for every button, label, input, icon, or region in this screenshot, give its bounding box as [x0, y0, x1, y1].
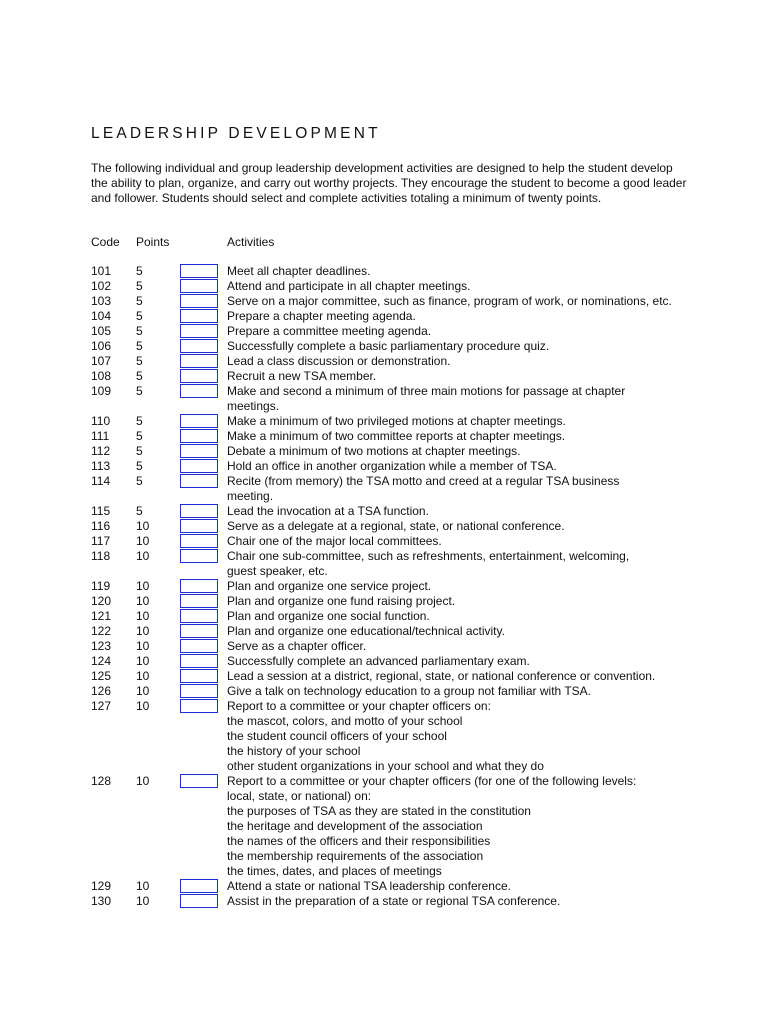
activity-description: [227, 519, 697, 534]
activity-code: 115: [91, 504, 111, 518]
activity-code: 111: [91, 429, 110, 443]
table-row: [0, 669, 770, 684]
activity-description: [227, 324, 697, 339]
table-row: [0, 279, 770, 294]
table-row: [0, 534, 770, 549]
activity-line: Recruit a new TSA member.: [227, 369, 377, 383]
activity-code: 122: [91, 624, 112, 638]
activity-points: 5: [136, 414, 143, 428]
table-row: [0, 414, 770, 429]
table-row: [0, 354, 770, 369]
activity-checkbox[interactable]: [180, 474, 218, 488]
activity-points: 5: [136, 384, 143, 398]
header-points: Points: [136, 235, 170, 249]
table-row: [0, 624, 770, 639]
activity-points: 5: [136, 339, 143, 353]
activity-points: 10: [136, 609, 150, 623]
activity-checkbox[interactable]: [180, 309, 218, 323]
activity-description: [227, 549, 697, 579]
activity-description: [227, 474, 697, 504]
activity-points: 10: [136, 654, 150, 668]
activity-points: 10: [136, 549, 150, 563]
activity-checkbox[interactable]: [180, 279, 218, 293]
activity-checkbox[interactable]: [180, 609, 218, 623]
activity-points: 5: [136, 264, 143, 278]
activity-code: 121: [91, 609, 112, 623]
activity-line: Attend a state or national TSA leadership conference.: [227, 879, 511, 893]
activity-line: other student organizations in your school and what they do: [227, 759, 544, 773]
activity-checkbox[interactable]: [180, 414, 218, 428]
activity-line: Assist in the preparation of a state or regional TSA conference.: [227, 894, 561, 908]
activity-points: 10: [136, 894, 150, 908]
activity-code: 101: [91, 264, 112, 278]
activity-description: [227, 384, 697, 414]
table-row: [0, 519, 770, 534]
activity-line: Serve on a major committee, such as finance, program of work, or nominations, etc.: [227, 294, 672, 308]
activity-points: 10: [136, 774, 150, 788]
activity-points: 10: [136, 699, 150, 713]
table-row: [0, 384, 770, 414]
activity-line: Prepare a committee meeting agenda.: [227, 324, 432, 338]
activity-code: 127: [91, 699, 112, 713]
activity-description: [227, 774, 697, 879]
table-row: [0, 504, 770, 519]
table-row: [0, 474, 770, 504]
table-row: [0, 894, 770, 909]
activity-points: 5: [136, 354, 143, 368]
activity-code: 109: [91, 384, 112, 398]
activity-line: the heritage and development of the association: [227, 819, 483, 833]
activity-points: 5: [136, 294, 143, 308]
header-code: Code: [91, 235, 120, 249]
activity-line: Prepare a chapter meeting agenda.: [227, 309, 416, 323]
table-row: [0, 549, 770, 579]
activity-line: Lead the invocation at a TSA function.: [227, 504, 429, 518]
activity-points: 5: [136, 324, 143, 338]
activity-checkbox[interactable]: [180, 579, 218, 593]
activity-line: Make a minimum of two committee reports at chapter meetings.: [227, 429, 566, 443]
activity-line: Attend and participate in all chapter meetings.: [227, 279, 471, 293]
activity-checkbox[interactable]: [180, 654, 218, 668]
table-row: [0, 324, 770, 339]
activity-description: [227, 309, 697, 324]
activity-code: 102: [91, 279, 112, 293]
activity-points: 10: [136, 669, 150, 683]
activity-code: 128: [91, 774, 112, 788]
activity-line: Hold an office in another organization while a member of TSA.: [227, 459, 557, 473]
activity-line: Meet all chapter deadlines.: [227, 264, 371, 278]
table-row: [0, 309, 770, 324]
activity-description: [227, 279, 697, 294]
activity-code: 126: [91, 684, 112, 698]
table-row: [0, 639, 770, 654]
header-activities: Activities: [227, 235, 275, 249]
activity-points: 5: [136, 309, 143, 323]
table-row: [0, 684, 770, 699]
activity-code: 124: [91, 654, 112, 668]
activity-line: local, state, or national) on:: [227, 789, 372, 803]
activity-description: [227, 624, 697, 639]
activity-checkbox[interactable]: [180, 429, 218, 443]
activity-description: [227, 699, 697, 774]
table-row: [0, 264, 770, 279]
activity-line: Successfully complete a basic parliamentary procedure quiz.: [227, 339, 550, 353]
activity-points: 10: [136, 519, 150, 533]
activity-checkbox[interactable]: [180, 444, 218, 458]
activity-checkbox[interactable]: [180, 459, 218, 473]
activity-checkbox[interactable]: [180, 669, 218, 683]
activity-line: Report to a committee or your chapter officers (for one of the following levels:: [227, 774, 637, 788]
activity-description: [227, 654, 697, 669]
activity-code: 116: [91, 519, 111, 533]
activity-line: Serve as a delegate at a regional, state, or national conference.: [227, 519, 565, 533]
activities-table: [0, 264, 770, 909]
page-title: LEADERSHIP DEVELOPMENT: [91, 125, 381, 142]
table-row: [0, 579, 770, 594]
activity-code: 106: [91, 339, 112, 353]
table-row: [0, 339, 770, 354]
activity-points: 5: [136, 504, 143, 518]
activity-checkbox[interactable]: [180, 534, 218, 548]
activity-description: [227, 354, 697, 369]
activity-checkbox[interactable]: [180, 294, 218, 308]
activity-description: [227, 444, 697, 459]
activity-description: [227, 339, 697, 354]
activity-points: 5: [136, 429, 143, 443]
activity-checkbox[interactable]: [180, 354, 218, 368]
activity-line: Plan and organize one fund raising project.: [227, 594, 456, 608]
activity-checkbox[interactable]: [180, 774, 218, 788]
activity-line: Debate a minimum of two motions at chapter meetings.: [227, 444, 521, 458]
activity-code: 118: [91, 549, 111, 563]
activity-points: 10: [136, 534, 150, 548]
activity-description: [227, 429, 697, 444]
activity-checkbox[interactable]: [180, 369, 218, 383]
table-row: [0, 774, 770, 879]
activity-line: Serve as a chapter officer.: [227, 639, 367, 653]
activity-points: 10: [136, 639, 150, 653]
table-row: [0, 699, 770, 774]
activity-line: Chair one sub-committee, such as refreshments, entertainment, welcoming,: [227, 549, 630, 563]
table-row: [0, 609, 770, 624]
table-row: [0, 654, 770, 669]
activity-checkbox[interactable]: [180, 894, 218, 908]
activity-description: [227, 579, 697, 594]
activity-points: 10: [136, 684, 150, 698]
activity-line: Give a talk on technology education to a group not familiar with TSA.: [227, 684, 591, 698]
activity-description: [227, 639, 697, 654]
activity-line: meeting.: [227, 489, 274, 503]
activity-line: the purposes of TSA as they are stated in the constitution: [227, 804, 531, 818]
activity-line: meetings.: [227, 399, 280, 413]
activity-checkbox[interactable]: [180, 699, 218, 713]
activity-points: 10: [136, 624, 150, 638]
activity-checkbox[interactable]: [180, 324, 218, 338]
activity-description: [227, 369, 697, 384]
activity-line: the student council officers of your school: [227, 729, 447, 743]
activity-description: [227, 609, 697, 624]
activity-code: 119: [91, 579, 111, 593]
activity-line: Plan and organize one service project.: [227, 579, 432, 593]
activity-line: guest speaker, etc.: [227, 564, 328, 578]
intro-paragraph: The following individual and group leadership development activities are designed to help the student develop the ability to plan, organize, and carry out worthy projects. They encourage the student to become a good leader and follower. Students should select and complete activities totaling a minimum of twenty points.: [91, 161, 687, 205]
activity-code: 114: [91, 474, 111, 488]
activity-points: 5: [136, 279, 143, 293]
activity-code: 105: [91, 324, 112, 338]
activity-checkbox[interactable]: [180, 504, 218, 518]
table-row: [0, 294, 770, 309]
activity-line: the membership requirements of the association: [227, 849, 484, 863]
activity-description: [227, 534, 697, 549]
activity-description: [227, 414, 697, 429]
activity-line: Make and second a minimum of three main motions for passage at chapter: [227, 384, 626, 398]
activity-points: 5: [136, 369, 143, 383]
table-row: [0, 459, 770, 474]
activity-code: 120: [91, 594, 112, 608]
activity-code: 113: [91, 459, 111, 473]
activity-checkbox[interactable]: [180, 684, 218, 698]
activity-description: [227, 594, 697, 609]
activity-code: 129: [91, 879, 112, 893]
activity-checkbox[interactable]: [180, 879, 218, 893]
activity-line: the names of the officers and their responsibilities: [227, 834, 491, 848]
activity-code: 117: [91, 534, 111, 548]
activity-description: [227, 894, 697, 909]
activity-line: the times, dates, and places of meetings: [227, 864, 442, 878]
activity-points: 10: [136, 879, 150, 893]
activity-line: Successfully complete an advanced parliamentary exam.: [227, 654, 530, 668]
activity-code: 123: [91, 639, 112, 653]
activity-line: the history of your school: [227, 744, 361, 758]
activity-line: Plan and organize one social function.: [227, 609, 430, 623]
activity-line: Recite (from memory) the TSA motto and creed at a regular TSA business: [227, 474, 620, 488]
activity-line: Make a minimum of two privileged motions at chapter meetings.: [227, 414, 566, 428]
activity-checkbox[interactable]: [180, 339, 218, 353]
activity-checkbox[interactable]: [180, 549, 218, 563]
activity-checkbox[interactable]: [180, 639, 218, 653]
activity-description: [227, 504, 697, 519]
activity-code: 107: [91, 354, 112, 368]
activity-checkbox[interactable]: [180, 594, 218, 608]
activity-points: 5: [136, 474, 143, 488]
activity-points: 10: [136, 594, 150, 608]
activity-code: 112: [91, 444, 111, 458]
activity-code: 104: [91, 309, 112, 323]
table-row: [0, 879, 770, 894]
activity-points: 10: [136, 579, 150, 593]
activity-code: 108: [91, 369, 112, 383]
table-row: [0, 444, 770, 459]
activity-checkbox[interactable]: [180, 384, 218, 398]
activity-description: [227, 669, 697, 684]
activity-checkbox[interactable]: [180, 519, 218, 533]
activity-points: 5: [136, 444, 143, 458]
activity-description: [227, 879, 697, 894]
activity-description: [227, 294, 697, 309]
activity-code: 103: [91, 294, 112, 308]
activity-line: the mascot, colors, and motto of your school: [227, 714, 463, 728]
activity-line: Report to a committee or your chapter officers on:: [227, 699, 491, 713]
activity-code: 125: [91, 669, 112, 683]
activity-line: Plan and organize one educational/technical activity.: [227, 624, 505, 638]
activity-line: Lead a session at a district, regional, state, or national conference or convention.: [227, 669, 656, 683]
activity-line: Lead a class discussion or demonstration.: [227, 354, 451, 368]
table-row: [0, 429, 770, 444]
activity-description: [227, 264, 697, 279]
activity-description: [227, 684, 697, 699]
table-row: [0, 594, 770, 609]
activity-points: 5: [136, 459, 143, 473]
activity-checkbox[interactable]: [180, 624, 218, 638]
table-row: [0, 369, 770, 384]
activity-description: [227, 459, 697, 474]
activity-code: 130: [91, 894, 112, 908]
activity-checkbox[interactable]: [180, 264, 218, 278]
activity-line: Chair one of the major local committees.: [227, 534, 442, 548]
activity-code: 110: [91, 414, 111, 428]
